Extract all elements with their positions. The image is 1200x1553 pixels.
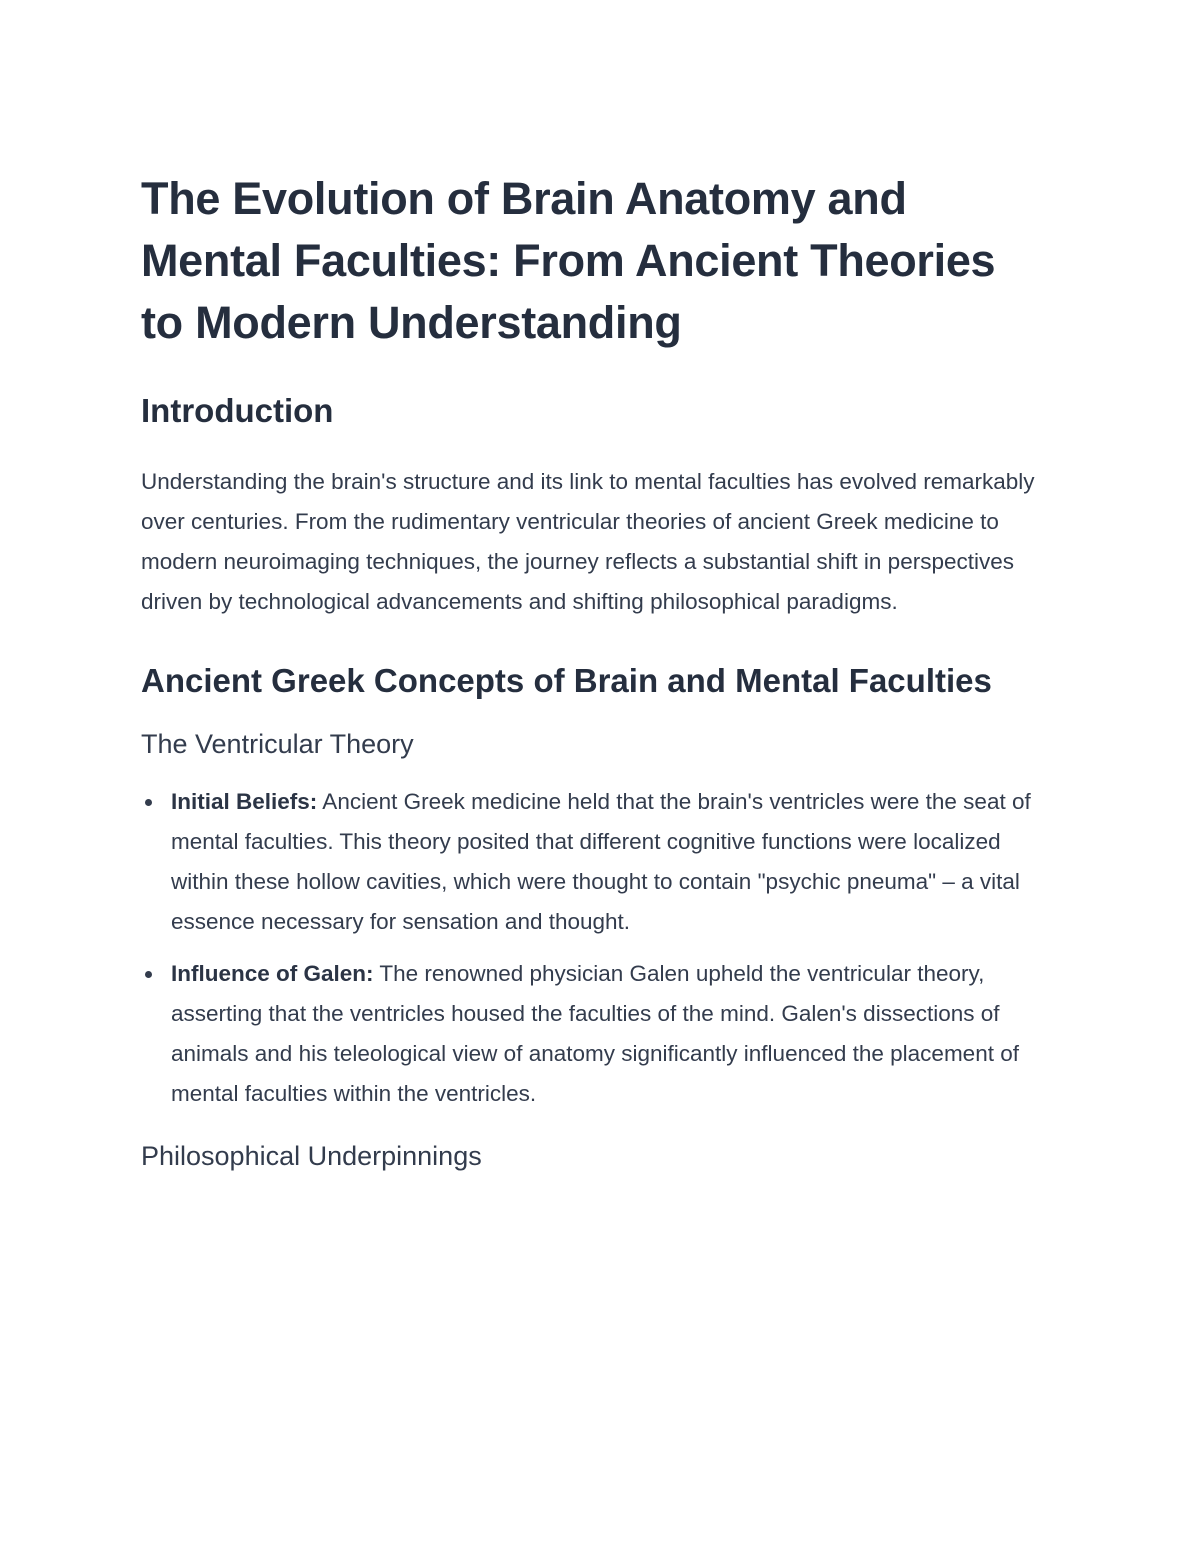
- document-page: [141, 168, 1041, 1178]
- bullet-term: Influence of Galen:: [171, 961, 374, 986]
- bullet-text: The renowned physician Galen upheld the ventricular theory, asserting that the ventricles housed the faculties of the mind. Galen's dissections of animals and his teleological view of anatomy significantly influenced the placement of mental faculties within the ventricles.: [171, 961, 1019, 1106]
- list-item: [141, 782, 1041, 942]
- document-title: The Evolution of Brain Anatomy and Mental Faculties: From Ancient Theories to Modern Understanding: [141, 173, 996, 348]
- ventricular-theory-list: [141, 782, 1041, 1114]
- ventricular-theory-heading: The Ventricular Theory: [141, 729, 414, 759]
- bullet-dot-icon: [145, 799, 152, 806]
- introduction-paragraph: Understanding the brain's structure and its link to mental faculties has evolved remarkably over centuries. From the rudimentary ventricular theories of ancient Greek medicine to modern neuroimaging techniques, the journey reflects a substantial shift in perspectives driven by technological advancements and shifting philosophical paradigms.: [141, 469, 1035, 614]
- bullet-text: Ancient Greek medicine held that the brain's ventricles were the seat of mental faculties. This theory posited that different cognitive functions were localized within these hollow cavities, which were thought to contain "psychic pneuma" – a vital essence necessary for sensation and thought.: [171, 789, 1031, 934]
- introduction-heading: Introduction: [141, 392, 334, 429]
- ancient-greek-heading: Ancient Greek Concepts of Brain and Mental Faculties: [141, 662, 992, 699]
- bullet-term: Initial Beliefs:: [171, 789, 318, 814]
- philosophical-underpinnings-heading: Philosophical Underpinnings: [141, 1141, 482, 1171]
- list-item: [141, 954, 1041, 1114]
- bullet-dot-icon: [145, 971, 152, 978]
